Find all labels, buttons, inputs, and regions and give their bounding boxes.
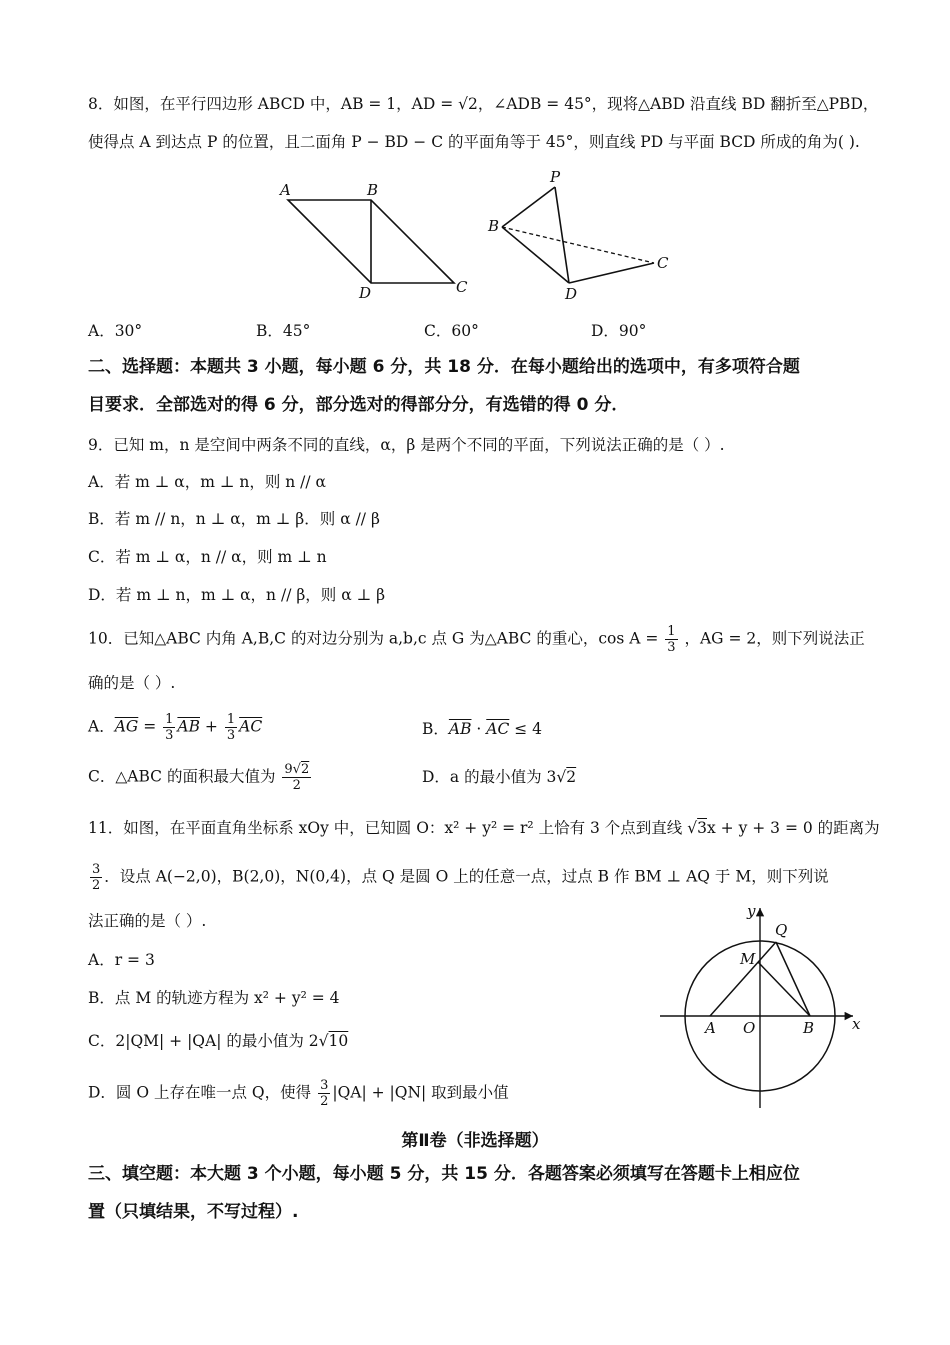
label-b: B <box>488 217 500 235</box>
q10-opt-c-prefix: C．△ABC 的面积最大值为 <box>88 767 276 786</box>
q11-option-a: A．r = 3 <box>88 951 155 969</box>
label-x: x <box>852 1015 861 1033</box>
q10-option-d: D．a 的最小值为 3√2 <box>422 768 577 786</box>
frac-den: 3 <box>226 728 236 743</box>
q10-option-b <box>422 718 542 740</box>
frac-den: 2 <box>320 1094 329 1109</box>
q10-option-a <box>88 712 262 743</box>
q11-stem-line3: 法正确的是（ ）. <box>88 912 207 930</box>
section2-heading-line2: 目要求．全部选对的得 6 分，部分选对的得部分分，有选错的得 0 分． <box>88 395 629 415</box>
q8-option-c: C．60° <box>424 322 479 340</box>
q10-opt-b-tail: ≤ 4 <box>509 720 543 738</box>
fraction-one-third <box>163 712 175 743</box>
q10-opt-a-prefix: A． <box>88 717 115 736</box>
fraction-three-halves <box>90 862 102 893</box>
fraction-three-halves <box>318 1078 330 1109</box>
label-a: A <box>705 1019 716 1037</box>
frac-num: 9√2 <box>284 762 310 777</box>
frac-num-coef: 9 <box>284 762 293 777</box>
label-q: Q <box>775 921 788 939</box>
q10-option-c <box>88 762 313 793</box>
q10-opt-d-prefix: D．a 的最小值为 3 <box>422 768 557 786</box>
q11-opt-c-text: C．2|QM| + |QA| 的最小值为 2 <box>88 1032 319 1050</box>
vector-ag: $\overline{AG}$ <box>114 717 139 736</box>
q10-cos-fraction <box>665 624 677 655</box>
dot-sign: · <box>471 720 487 738</box>
edge-dc <box>569 263 654 283</box>
q10-opt-b-prefix: B． <box>422 720 449 738</box>
q11-stem-line1: 11．如图，在平面直角坐标系 xOy 中，已知圆 O：x² + y² = r² 上恰有 3 个点到直线 √3x + y + 3 = 0 的距离为 <box>88 819 880 837</box>
part2-title: 第Ⅱ卷（非选择题） <box>401 1131 549 1151</box>
frac-den: 3 <box>165 728 174 743</box>
q10-stem-b: ，AG = 2，则下列说法正 <box>684 629 865 648</box>
frac-den: 2 <box>92 878 101 893</box>
q11-figure-circle <box>655 898 870 1113</box>
segment-bq <box>776 942 810 1016</box>
radicand: 10 <box>328 1032 349 1050</box>
radicand: 2 <box>300 762 310 777</box>
fraction-9root2-over-2 <box>282 762 311 793</box>
label-d: D <box>359 284 372 302</box>
frac-num: 1 <box>165 712 174 727</box>
q10-frac-den: 3 <box>667 640 676 655</box>
edge-pb <box>502 187 555 227</box>
section2-heading-line1: 二、选择题：本题共 3 小题，每小题 6 分，共 18 分．在每小题给出的选项中，有多项符合题 <box>88 357 800 377</box>
section3-heading-line1: 三、填空题：本大题 3 个小题，每小题 5 分，共 15 分．各题答案必须填写在答题卡上相应位 <box>88 1164 800 1184</box>
plus-sign: + <box>200 717 223 736</box>
equals-sign: = <box>138 717 162 736</box>
q9-option-d: D．若 m ⊥ n，m ⊥ α，n // β，则 α ⊥ β <box>88 586 386 604</box>
q11-opt-d-text-b: |QA| + |QN| 取到最小值 <box>332 1083 509 1102</box>
frac-num: 3 <box>92 862 101 877</box>
label-b: B <box>367 181 379 199</box>
q11-option-d <box>88 1078 509 1109</box>
q11-opt-d-text-a: D．圆 O 上存在唯一点 Q，使得 <box>88 1083 312 1102</box>
q8-stem-line1: 8．如图，在平行四边形 ABCD 中，AB = 1，AD = √2，∠ADB = 45°，现将△ABD 沿直线 BD 翻折至△PBD， <box>88 95 879 113</box>
frac-den: 2 <box>292 778 301 793</box>
label-p: P <box>550 168 561 186</box>
q10-stem-line2: 确的是（ ）. <box>88 674 176 692</box>
q11-stem-line2 <box>88 862 829 893</box>
edge-bd <box>502 227 569 283</box>
label-y: y <box>747 902 756 920</box>
label-m: M <box>740 950 756 968</box>
q8-stem-line2: 使得点 A 到达点 P 的位置，且二面角 P − BD − C 的平面角等于 45°，则直线 PD 与平面 BCD 所成的角为( ). <box>88 133 860 151</box>
q11-stem-line2-text: ．设点 A(−2,0)，B(2,0)，N(0,4)，点 Q 是圆 O 上的任意一点，过点 B 作 BM ⊥ AQ 于 M，则下列说 <box>104 867 829 886</box>
segment-bm <box>758 962 810 1016</box>
q8-option-b: B．45° <box>256 322 311 340</box>
q8-option-a: A．30° <box>88 322 143 340</box>
q11-option-b: B．点 M 的轨迹方程为 x² + y² = 4 <box>88 989 340 1007</box>
label-b: B <box>803 1019 815 1037</box>
vector-ac: $\overline{AC}$ <box>486 720 510 738</box>
q11-stem-b: x + y + 3 = 0 的距离为 <box>707 819 880 837</box>
label-o: O <box>743 1019 756 1037</box>
q11-option-c: C．2|QM| + |QA| 的最小值为 2√10 <box>88 1032 349 1050</box>
label-c: C <box>456 278 468 296</box>
q9-stem: 9．已知 m，n 是空间中两条不同的直线，α，β 是两个不同的平面，下列说法正确的是（ ）. <box>88 436 725 454</box>
fraction-one-third <box>225 712 237 743</box>
q8-figure-parallelogram <box>270 175 480 305</box>
vector-ac: $\overline{AC}$ <box>239 717 263 736</box>
q9-option-b: B．若 m // n，n ⊥ α，m ⊥ β．则 α // β <box>88 510 380 528</box>
label-c: C <box>657 254 669 272</box>
q8-option-d: D．90° <box>591 322 647 340</box>
q10-stem-line1 <box>88 624 865 655</box>
label-d: D <box>565 285 578 303</box>
q10-stem-a: 10．已知△ABC 内角 A,B,C 的对边分别为 a,b,c 点 G 为△ABC 的重心，cos A = <box>88 629 659 648</box>
q10-frac-num: 1 <box>667 624 676 639</box>
frac-num: 1 <box>226 712 236 727</box>
q11-stem-a: 11．如图，在平面直角坐标系 xOy 中，已知圆 O：x² + y² = r² 上恰有 3 个点到直线 <box>88 819 688 837</box>
q9-option-a: A．若 m ⊥ α，m ⊥ n，则 n // α <box>88 473 327 491</box>
vector-ab: $\overline{AB}$ <box>177 717 200 736</box>
radicand: 2 <box>566 768 577 786</box>
q9-option-c: C．若 m ⊥ α，n // α，则 m ⊥ n <box>88 548 327 566</box>
section3-heading-line2: 置（只填结果，不写过程）. <box>88 1202 299 1222</box>
edge-bc-hidden <box>502 227 654 263</box>
q8-figure-folded <box>482 165 692 305</box>
vector-ab: $\overline{AB}$ <box>448 720 472 738</box>
label-a: A <box>280 181 291 199</box>
edge-pd <box>555 187 569 283</box>
radicand: 3 <box>697 819 707 837</box>
frac-num: 3 <box>320 1078 329 1093</box>
